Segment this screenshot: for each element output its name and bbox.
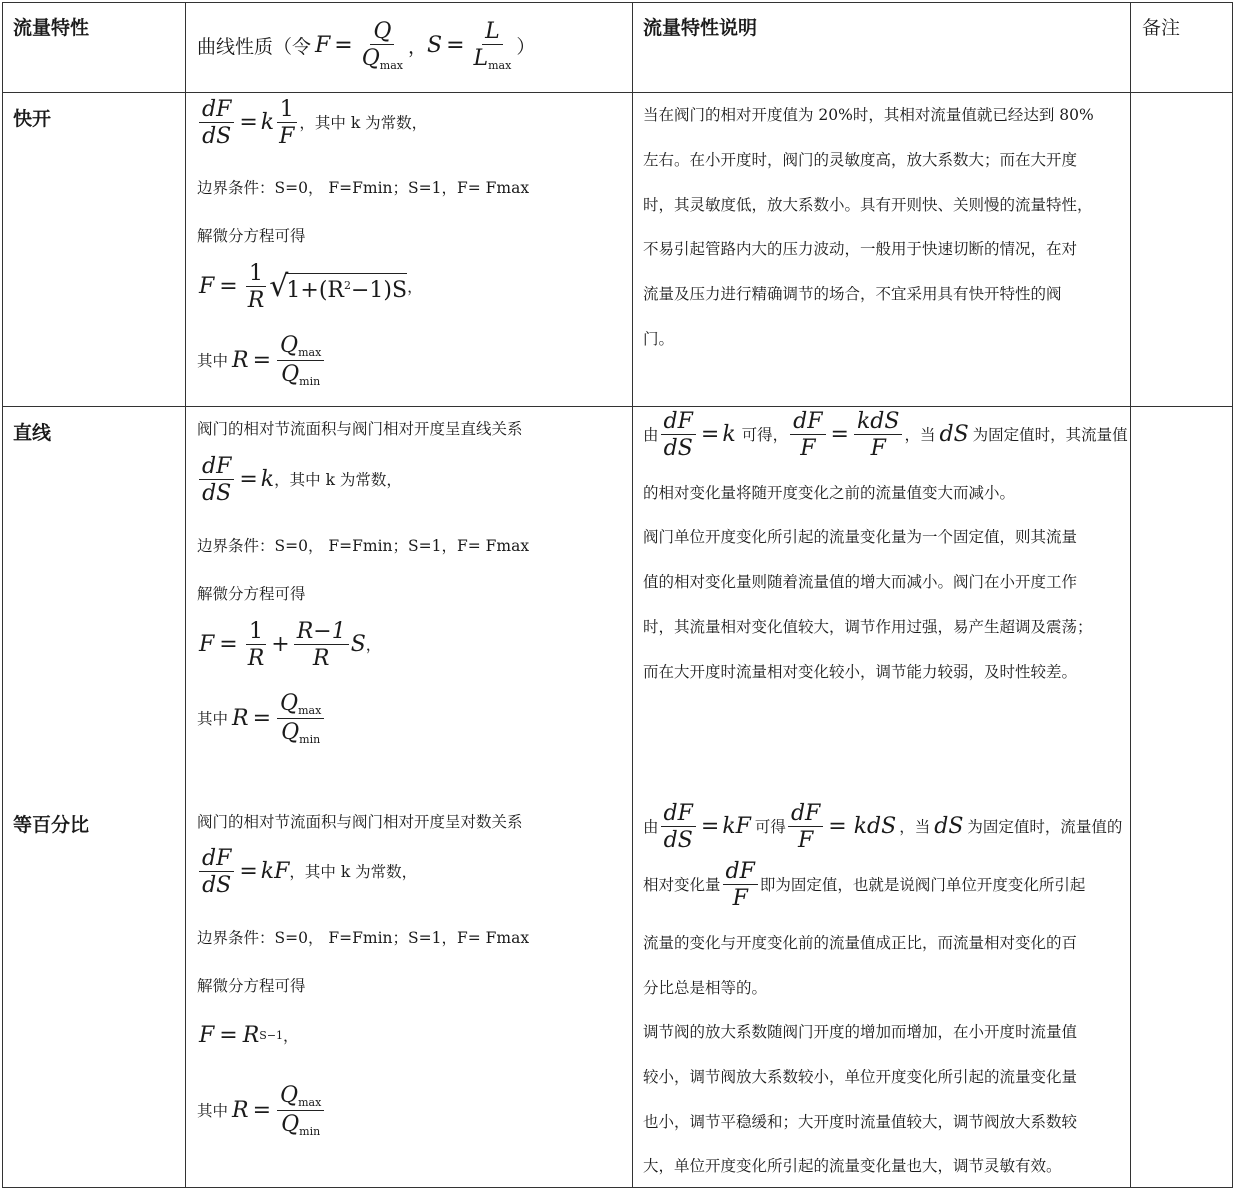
desc-text: 为固定值时，其流量值	[972, 426, 1128, 445]
desc-line: 分比总是相等的。	[643, 979, 768, 997]
sup-2: 2	[343, 279, 351, 293]
math-eq: =	[700, 814, 720, 840]
desc-line: 门。	[643, 330, 675, 348]
desc-text: 由	[643, 818, 659, 837]
frac-num: dF	[788, 802, 823, 827]
frac-den: F	[732, 886, 748, 912]
row-label-linear: 直线	[13, 422, 52, 444]
r-prefix: 其中	[197, 351, 229, 370]
header-flow-characteristic: 流量特性	[13, 17, 90, 39]
desc-line: 大，单位开度变化所引起的流量变化量也大，调节灵敏有效。	[643, 1157, 1062, 1175]
desc-line: 值的相对变化量则随着流量值的增大而减小。阀门在小开度工作	[643, 573, 1078, 591]
fraction-Rminus1-R	[294, 620, 349, 670]
frac-num: R−1	[294, 620, 349, 645]
math-R: R	[232, 347, 249, 373]
fraction-dF-F	[723, 860, 758, 910]
math-eq: =	[239, 110, 258, 136]
fraction-Qmax-Qmin	[277, 692, 324, 745]
equal-pct-solution	[199, 1023, 299, 1048]
column-divider-1	[185, 2, 186, 1188]
fraction-dF-dS	[199, 98, 234, 148]
fraction-dF-dS	[661, 410, 696, 460]
frac-den: F	[797, 828, 814, 854]
column-divider-3	[1130, 2, 1131, 1188]
frac-den: F	[800, 436, 816, 462]
frac-den	[278, 361, 323, 388]
math-k: k	[260, 467, 275, 493]
header-curve-prefix: 曲线性质（令	[197, 36, 312, 59]
desc-line: 阀门单位开度变化所引起的流量变化量为一个固定值，则其流量	[643, 528, 1078, 546]
equal-pct-boundary: 边界条件：S=0， F=Fmin；S=1，F= Fmax	[197, 929, 530, 947]
sub-max: max	[298, 1096, 322, 1109]
sqrt-body-head: 1+(R	[286, 278, 344, 304]
linear-desc-formula	[643, 410, 1128, 460]
header-divider	[2, 92, 1233, 93]
desc-text: 可得	[754, 818, 786, 837]
header-description: 流量特性说明	[643, 17, 758, 39]
fraction-dF-F	[788, 802, 823, 852]
math-Q: Q	[361, 46, 380, 72]
desc-line: 较小，调节阀放大系数较小，单位开度变化所引起的流量变化量	[643, 1068, 1078, 1086]
frac-den: R	[247, 288, 265, 314]
sub-max: max	[298, 704, 322, 717]
math-eq: =	[334, 33, 353, 59]
desc-text: ，当	[899, 818, 931, 837]
desc-line: 流量及压力进行精确调节的场合，不宜采用具有快开特性的阀	[643, 285, 1062, 303]
desc-line: 不易引起管路内大的压力波动，一般用于快速切断的情况，在对	[643, 240, 1078, 258]
frac-den: dS	[663, 436, 693, 462]
fraction-kdS-F	[854, 410, 903, 460]
math-S: S	[350, 632, 366, 658]
equal-pct-diff-eq	[197, 847, 417, 897]
fraction-dF-dS	[199, 847, 234, 897]
math-eq: =	[700, 422, 720, 448]
math-comma: ，	[407, 278, 423, 297]
r-prefix: 其中	[197, 709, 229, 728]
fraction-dF-dS	[661, 802, 696, 852]
math-R: R	[232, 1097, 249, 1123]
math-eq: =	[252, 1097, 272, 1123]
sqrt-body-tail: −1)S	[350, 278, 408, 304]
equal-pct-intro: 阀门的相对节流面积与阀门相对开度呈对数关系	[197, 813, 523, 831]
equal-pct-solve: 解微分方程可得	[197, 977, 306, 995]
math-eq: =	[252, 705, 272, 731]
math-k: k	[722, 422, 736, 448]
desc-text: ，当	[904, 426, 936, 445]
sqrt-body	[286, 273, 408, 304]
desc-line: 而在大开度时流量相对变化较小，调节能力较弱，及时性较差。	[643, 663, 1078, 681]
math-dS: dS	[939, 422, 969, 448]
desc-text: 为固定值时，流量值的	[967, 818, 1123, 837]
math-Q: Q	[281, 1111, 300, 1137]
math-Q: Q	[280, 333, 299, 358]
frac-num: dF	[790, 410, 825, 435]
quick-open-boundary: 边界条件：S=0， F=Fmin；S=1，F= Fmax	[197, 179, 530, 197]
fraction-1-F	[276, 98, 297, 148]
desc-line: 流量的变化与开度变化前的流量值成正比，而流量相对变化的百	[643, 934, 1078, 952]
frac-den: dS	[202, 873, 232, 899]
frac-den	[471, 45, 515, 72]
math-eq-kdS: = kdS	[828, 814, 897, 840]
fraction-1-R	[245, 620, 268, 670]
linear-boundary: 边界条件：S=0， F=Fmin；S=1，F= Fmax	[197, 537, 530, 555]
math-F: F	[315, 33, 331, 59]
frac-den	[278, 1111, 323, 1138]
desc-line: 时，其流量相对变化值较大，调节作用过强，易产生超调及震荡；	[643, 618, 1093, 636]
frac-num: dF	[199, 98, 234, 123]
table-border-left	[2, 2, 3, 1188]
formula-note: ，其中 k 为常数，	[289, 863, 418, 882]
math-Q: Q	[280, 1083, 299, 1108]
fraction-dF-F	[790, 410, 825, 460]
sub-max: max	[379, 59, 403, 73]
math-Q: Q	[280, 691, 299, 716]
frac-num: dF	[661, 410, 696, 435]
math-eq: =	[830, 422, 849, 448]
row-label-equal-percentage: 等百分比	[13, 814, 90, 836]
table-border-top	[2, 2, 1233, 3]
math-eq: =	[219, 1023, 238, 1048]
frac-num: 1	[246, 262, 266, 287]
sub-max: max	[488, 59, 512, 73]
equal-pct-desc-formula-1	[643, 802, 1122, 852]
column-divider-2	[632, 2, 633, 1188]
math-eq: =	[252, 347, 272, 373]
frac-num: dF	[199, 455, 234, 480]
math-eq: =	[239, 467, 258, 493]
math-kF: kF	[722, 814, 751, 840]
sup-exponent: S−1	[259, 1029, 284, 1042]
frac-den: dS	[663, 828, 693, 854]
table-border-right	[1232, 2, 1233, 1188]
frac-num	[277, 334, 324, 361]
frac-num	[277, 692, 324, 719]
sub-min: min	[299, 374, 321, 388]
frac-num: 1	[277, 98, 297, 123]
frac-den: R	[312, 646, 330, 672]
frac-num: Q	[370, 20, 394, 45]
desc-text: 即为固定值，也就是说阀门单位开度变化所引起	[759, 876, 1086, 895]
frac-num: dF	[661, 802, 696, 827]
frac-num: dF	[723, 860, 758, 885]
math-F: F	[199, 1023, 215, 1048]
quick-open-solution	[199, 262, 423, 312]
math-S: S	[426, 33, 443, 59]
fraction-Qmax-Qmin	[277, 1084, 324, 1137]
desc-line: 左右。在小开度时，阀门的灵敏度高，放大系数大；而在大开度	[643, 151, 1078, 169]
header-curve-suffix: ）	[516, 36, 536, 59]
desc-text: 由	[643, 426, 659, 445]
math-R: R	[242, 1023, 260, 1048]
desc-line: 时，其灵敏度低，放大系数小。具有开则快、关则慢的流量特性，	[643, 196, 1093, 214]
frac-den: R	[247, 646, 265, 672]
math-F: F	[199, 632, 215, 658]
frac-num: 1	[246, 620, 266, 645]
frac-num: kdS	[854, 410, 903, 435]
fraction-1-R	[245, 262, 268, 312]
linear-R-def	[197, 692, 326, 745]
math-L: L	[473, 46, 489, 72]
frac-num: dF	[199, 847, 234, 872]
sqrt-icon: √	[269, 269, 289, 305]
linear-diff-eq	[197, 455, 402, 505]
math-eq: =	[219, 632, 238, 658]
linear-intro: 阀门的相对节流面积与阀门相对开度呈直线关系	[197, 420, 523, 438]
math-dS: dS	[934, 814, 964, 840]
equal-pct-desc-formula-2	[643, 860, 1085, 910]
table-border-bottom	[2, 1187, 1233, 1188]
math-F: F	[199, 274, 215, 300]
quick-open-diff-eq	[197, 98, 427, 148]
fraction-Q-over-Qmax	[359, 20, 406, 72]
frac-den	[359, 45, 406, 72]
linear-solve: 解微分方程可得	[197, 585, 306, 603]
row-label-quick-open: 快开	[13, 108, 52, 130]
desc-text: 可得，	[741, 426, 789, 445]
frac-num	[277, 1084, 324, 1111]
frac-den: F	[279, 124, 295, 150]
linear-solution	[199, 620, 381, 670]
desc-line: 的相对变化量将随开度变化之前的流量值变大而减小。	[643, 484, 1016, 502]
desc-text: 相对变化量	[643, 876, 721, 895]
header-sep: ，	[407, 36, 427, 59]
formula-note: ，其中 k 为常数，	[274, 471, 402, 490]
math-kF: kF	[260, 859, 290, 885]
frac-num: L	[482, 20, 503, 45]
desc-line: 调节阀的放大系数随阀门开度的增加而增加，在小开度时流量值	[643, 1023, 1078, 1041]
frac-den: dS	[202, 481, 232, 507]
sub-min: min	[299, 732, 321, 746]
fraction-Qmax-Qmin	[277, 334, 324, 387]
math-eq: =	[219, 274, 238, 300]
desc-line: 当在阀门的相对开度值为 20%时，其相对流量值就已经达到 80%	[643, 106, 1094, 124]
quick-open-solve: 解微分方程可得	[197, 227, 306, 245]
math-k: k	[260, 110, 275, 136]
fraction-dF-dS	[199, 455, 234, 505]
math-Q: Q	[281, 719, 300, 745]
frac-den: F	[870, 436, 886, 462]
math-eq: =	[446, 33, 465, 59]
header-curve-property	[197, 20, 535, 72]
sub-min: min	[299, 1124, 321, 1138]
formula-note: ，其中 k 为常数，	[299, 114, 428, 133]
desc-line: 也小，调节平稳缓和；大开度时流量值较大，调节阀放大系数较	[643, 1113, 1078, 1131]
sub-max: max	[298, 346, 322, 359]
equal-pct-R-def	[197, 1084, 326, 1137]
math-R: R	[232, 705, 249, 731]
math-comma: ，	[365, 636, 382, 655]
math-eq: =	[239, 859, 258, 885]
fraction-L-over-Lmax	[471, 20, 515, 72]
math-plus: +	[271, 632, 290, 658]
math-Q: Q	[281, 361, 300, 387]
frac-den: dS	[202, 124, 232, 150]
quick-open-R-def	[197, 334, 326, 387]
row-divider-1	[2, 406, 1233, 407]
frac-den	[278, 719, 323, 746]
header-remark: 备注	[1142, 17, 1181, 39]
math-comma: ，	[283, 1027, 299, 1045]
r-prefix: 其中	[197, 1101, 229, 1120]
